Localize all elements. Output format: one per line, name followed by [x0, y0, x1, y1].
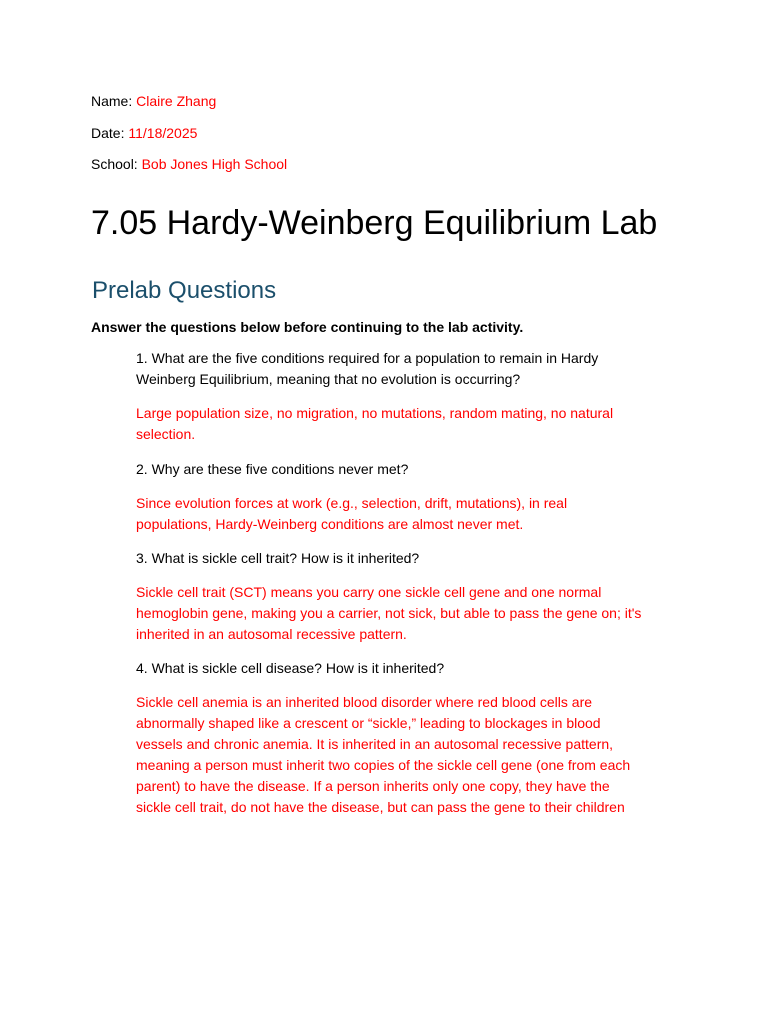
answer-2: Since evolution forces at work (e.g., selection, drift, mutations), in real populations, Hardy-Weinberg conditions are almost never met. [136, 495, 568, 532]
school-label: School: [91, 156, 138, 172]
question-3: 3. What is sickle cell trait? How is it inherited? [136, 550, 420, 566]
section-heading: Prelab Questions [92, 277, 277, 304]
name-line [91, 92, 216, 110]
instructions-text: Answer the questions below before continuing to the lab activity. [91, 319, 524, 335]
answer-1: Large population size, no migration, no mutations, random mating, no natural selection. [136, 405, 614, 442]
answer-4: Sickle cell anemia is an inherited blood disorder where red blood cells are abnormally shaped like a crescent or “sickle,” leading to blockages in blood vessels and chronic anemia. It is inherited in an autosomal recessive pattern, meaning a person must inherit two copies of the sickle cell gene (one from each parent) to have the disease. If a person inherits only one copy, they have the sickle cell trait, do not have the disease, but can pass the gene to their children [136, 694, 631, 815]
document-title: 7.05 Hardy-Weinberg Equilibrium Lab [91, 204, 658, 242]
name-value: Claire Zhang [136, 93, 217, 109]
school-line [91, 155, 287, 173]
answer-3: Sickle cell trait (SCT) means you carry one sickle cell gene and one normal hemoglobin gene, making you a carrier, not sick, but able to pass the gene on; it's inherited in an autosomal recessive pattern. [136, 584, 642, 642]
date-value: 11/18/2025 [128, 125, 198, 141]
question-1: 1. What are the five conditions required for a population to remain in Hardy Weinberg Equilibrium, meaning that no evolution is occurring? [136, 350, 599, 387]
question-2: 2. Why are these five conditions never met? [136, 461, 409, 477]
school-value: Bob Jones High School [141, 156, 288, 172]
question-4: 4. What is sickle cell disease? How is it inherited? [136, 660, 445, 676]
name-label: Name: [91, 93, 133, 109]
date-label: Date: [91, 125, 125, 141]
date-line [91, 124, 197, 142]
